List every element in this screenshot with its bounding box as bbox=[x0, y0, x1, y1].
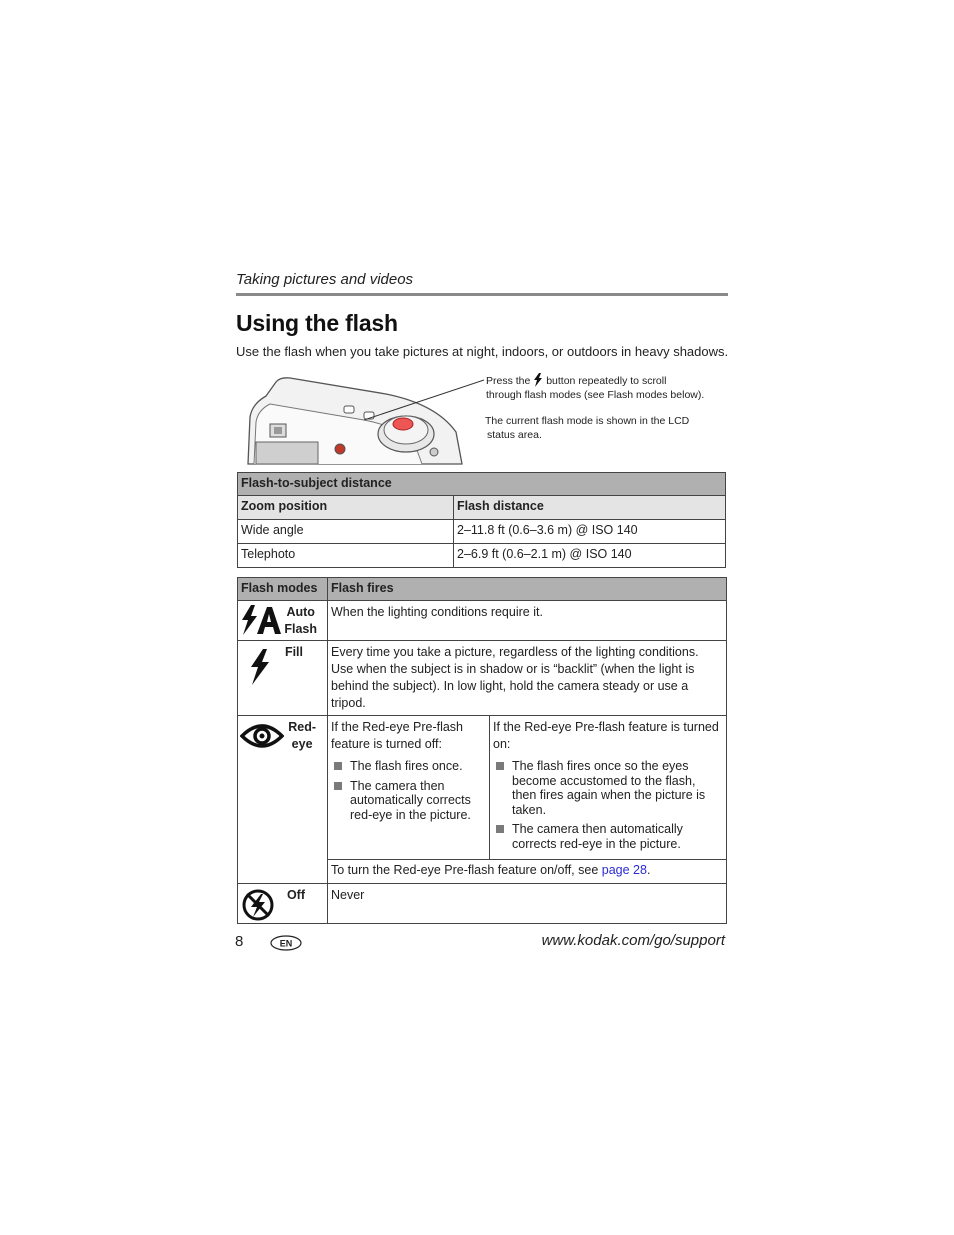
mode-description: Never bbox=[328, 884, 727, 924]
callout-leader-line bbox=[362, 374, 486, 424]
column-header: Flash fires bbox=[328, 578, 727, 601]
table-cell: 2–6.9 ft (0.6–2.1 m) @ ISO 140 bbox=[454, 544, 726, 568]
language-badge bbox=[270, 935, 302, 951]
callout-text: button repeatedly to scroll bbox=[546, 375, 667, 387]
mode-cell-redeye bbox=[238, 716, 328, 884]
mode-label: Off bbox=[286, 888, 305, 902]
section-header: Taking pictures and videos bbox=[236, 271, 414, 288]
lcd-status-callout bbox=[485, 414, 689, 442]
redeye-description bbox=[328, 716, 727, 860]
table-cell: Wide angle bbox=[238, 520, 454, 544]
redeye-note bbox=[328, 860, 727, 884]
column-header: Zoom position bbox=[238, 496, 454, 520]
note-text: . bbox=[646, 863, 651, 877]
callout-text: through flash modes (see Flash modes below). bbox=[486, 389, 705, 401]
mode-label: Fill bbox=[284, 645, 303, 659]
preflash-off-column bbox=[328, 716, 490, 859]
callout-text: status area. bbox=[487, 429, 542, 441]
flash-button-callout bbox=[486, 373, 704, 402]
table-cell: Telephoto bbox=[238, 544, 454, 568]
header-rule bbox=[236, 293, 728, 296]
flash-icon bbox=[248, 649, 272, 685]
redeye-subtable bbox=[328, 716, 726, 859]
mode-label: Auto Flash bbox=[284, 605, 317, 636]
list-item: The flash fires once. bbox=[331, 759, 486, 774]
mode-description: Every time you take a picture, regardless of the lighting conditions. Use when the subject is in shadow or is “backlit” (when the light is behind the subject). In low light, hold the camera steady or use a tripod. bbox=[328, 641, 727, 716]
flash-icon bbox=[533, 373, 543, 387]
page-number: 8 bbox=[235, 933, 244, 950]
flash-distance-table bbox=[237, 472, 726, 568]
preflash-on-list bbox=[493, 759, 723, 851]
auto-flash-icon bbox=[240, 604, 282, 636]
mode-label: Red- eye bbox=[288, 720, 316, 751]
list-item: The camera then automatically corrects red-eye in the picture. bbox=[331, 779, 486, 823]
intro-text: Use the flash when you take pictures at night, indoors, or outdoors in heavy shadows. bbox=[236, 344, 729, 359]
table-row bbox=[238, 544, 726, 568]
mode-cell-fill bbox=[238, 641, 328, 716]
table-title: Flash-to-subject distance bbox=[238, 473, 726, 496]
list-item: The camera then automatically corrects red-eye in the picture. bbox=[493, 822, 723, 851]
table-row bbox=[238, 601, 727, 641]
support-url[interactable]: www.kodak.com/go/support bbox=[541, 932, 725, 949]
preflash-on-intro: If the Red-eye Pre-flash feature is turned on: bbox=[493, 720, 719, 751]
language-code: EN bbox=[279, 938, 293, 949]
flash-off-icon bbox=[241, 888, 275, 922]
mode-cell-auto bbox=[238, 601, 328, 641]
list-item: The flash fires once so the eyes become accustomed to the flash, then fires again when the picture is taken. bbox=[493, 759, 723, 817]
column-header: Flash modes bbox=[238, 578, 328, 601]
preflash-on-column bbox=[490, 716, 727, 859]
page-28-link[interactable]: page 28 bbox=[601, 863, 647, 877]
callout-text: The current flash mode is shown in the LCD bbox=[485, 415, 690, 427]
column-header: Flash distance bbox=[454, 496, 726, 520]
table-row bbox=[238, 716, 727, 860]
table-cell: 2–11.8 ft (0.6–3.6 m) @ ISO 140 bbox=[454, 520, 726, 544]
table-row bbox=[238, 520, 726, 544]
mode-cell-off bbox=[238, 884, 328, 924]
flash-modes-table bbox=[237, 577, 727, 924]
mode-description: When the lighting conditions require it. bbox=[328, 601, 727, 641]
callout-text: Press the bbox=[486, 375, 531, 387]
note-text: To turn the Red-eye Pre-flash feature on/off, see bbox=[331, 863, 602, 877]
page-title: Using the flash bbox=[236, 310, 398, 336]
eye-icon bbox=[240, 721, 284, 751]
preflash-off-list bbox=[331, 759, 486, 822]
preflash-off-intro: If the Red-eye Pre-flash feature is turned off: bbox=[331, 720, 464, 751]
table-row bbox=[238, 884, 727, 924]
table-row bbox=[238, 641, 727, 716]
